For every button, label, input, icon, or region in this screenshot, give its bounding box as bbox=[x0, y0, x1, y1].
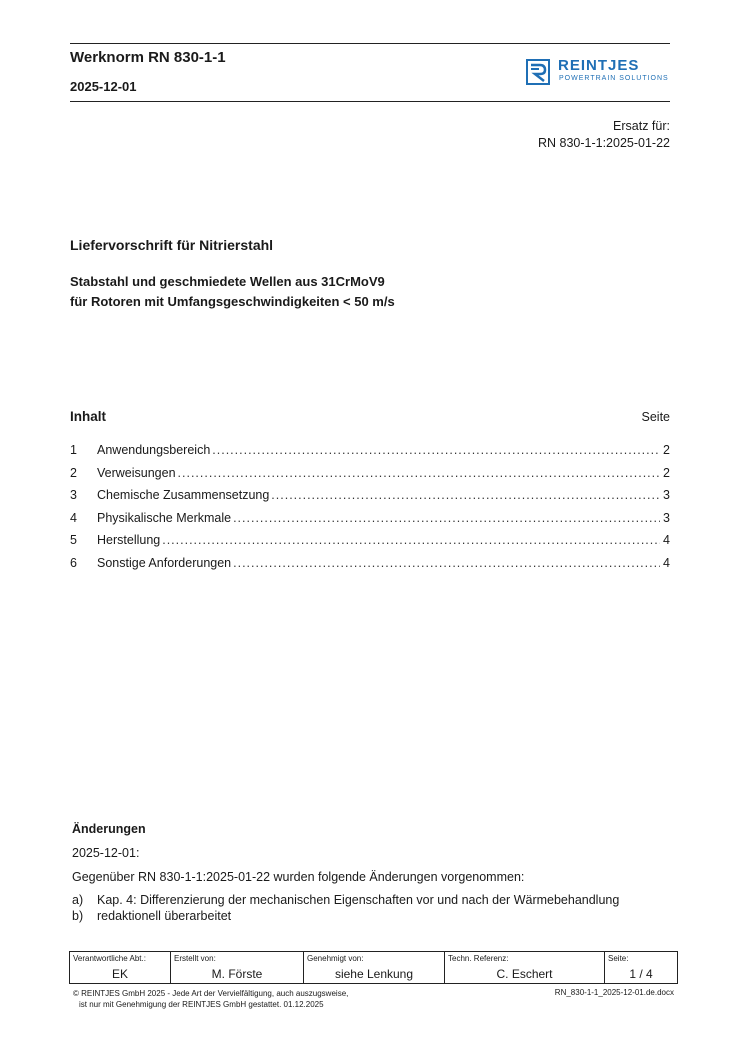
changes-intro: Gegenüber RN 830-1-1:2025-01-22 wurden folgende Änderungen vorgenommen: bbox=[72, 870, 525, 884]
footer-cell-value: EK bbox=[111, 967, 128, 981]
toc-entry-number: 2 bbox=[70, 465, 77, 480]
copyright-notice bbox=[73, 988, 348, 1010]
footer-info-table bbox=[69, 951, 678, 984]
logo-name: REINTJES bbox=[558, 57, 640, 74]
toc-entry-title[interactable]: Herstellung bbox=[97, 533, 161, 548]
changes-heading: Änderungen bbox=[72, 822, 146, 836]
toc-entry-page: 2 bbox=[663, 465, 670, 480]
toc-entry[interactable] bbox=[70, 556, 670, 579]
copyright-line-1: © REINTJES GmbH 2025 - Jede Art der Vervielfältigung, auch auszugsweise, bbox=[73, 989, 349, 998]
footer-cell-value: M. Förste bbox=[211, 967, 263, 981]
toc-entry-page: 3 bbox=[663, 488, 670, 503]
replacement-label: Ersatz für: bbox=[613, 119, 670, 133]
toc-entry[interactable] bbox=[70, 511, 670, 534]
list-item-text: redaktionell überarbeitet bbox=[97, 909, 232, 923]
toc-entry[interactable] bbox=[70, 443, 670, 466]
list-item-text: Kap. 4: Differenzierung der mechanischen Eigenschaften vor und nach der Wärmebehandlung bbox=[97, 893, 620, 907]
footer-cell-label: Seite: bbox=[608, 954, 629, 963]
list-item-letter: b) bbox=[72, 909, 84, 923]
toc-entry-number: 6 bbox=[70, 555, 77, 570]
footer-cell-department bbox=[70, 952, 171, 983]
footer-cell-label: Erstellt von: bbox=[174, 954, 216, 963]
document-filename: RN_830-1-1_2025-12-01.de.docx bbox=[554, 988, 674, 997]
table-of-contents bbox=[70, 443, 670, 579]
toc-entry-page: 2 bbox=[663, 443, 670, 457]
changes-list bbox=[72, 893, 619, 925]
toc-entry-number: 1 bbox=[70, 443, 77, 457]
subtitle-line-2: für Rotoren mit Umfangsgeschwindigkeiten < 50 m/s bbox=[70, 294, 395, 309]
header-bottom-rule bbox=[70, 101, 670, 102]
toc-entry-page: 3 bbox=[663, 510, 670, 525]
toc-entry-title[interactable]: Chemische Zusammensetzung bbox=[97, 488, 270, 503]
footer-cell-label: Genehmigt von: bbox=[307, 954, 364, 963]
replacement-reference: RN 830-1-1:2025-01-22 bbox=[537, 136, 670, 150]
footer-cell-page bbox=[605, 952, 677, 983]
list-item bbox=[72, 909, 619, 925]
toc-entry-number: 5 bbox=[70, 533, 77, 548]
footer-cell-tech-reference bbox=[445, 952, 605, 983]
footer-cell-approved-by bbox=[304, 952, 445, 983]
toc-entry[interactable] bbox=[70, 466, 670, 489]
toc-entry[interactable] bbox=[70, 488, 670, 511]
toc-leader-dots bbox=[233, 511, 660, 525]
toc-entry-page: 4 bbox=[663, 555, 670, 570]
footer-cell-label: Techn. Referenz: bbox=[448, 954, 509, 963]
toc-entry-title[interactable]: Anwendungsbereich bbox=[97, 443, 211, 457]
document-date: 2025-12-01 bbox=[70, 79, 137, 94]
toc-leader-dots bbox=[162, 533, 660, 547]
toc-leader-dots bbox=[212, 443, 660, 457]
footer-cell-value: 1 / 4 bbox=[629, 967, 653, 981]
reintjes-logo-icon bbox=[526, 59, 550, 85]
logo-tagline: POWERTRAIN SOLUTIONS bbox=[559, 75, 669, 82]
toc-entry-number: 3 bbox=[70, 488, 77, 503]
document-title: Werknorm RN 830-1-1 bbox=[70, 49, 226, 66]
list-item-letter: a) bbox=[72, 893, 84, 907]
toc-entry-title[interactable]: Verweisungen bbox=[97, 465, 176, 480]
subtitle-line-1: Stabstahl und geschmiedete Wellen aus 31CrMoV9 bbox=[70, 274, 385, 289]
toc-heading: Inhalt bbox=[70, 409, 106, 424]
changes-date: 2025-12-01: bbox=[72, 846, 140, 860]
toc-entry-page: 4 bbox=[663, 533, 670, 548]
toc-page-label: Seite bbox=[641, 410, 670, 424]
toc-entry-title[interactable]: Sonstige Anforderungen bbox=[97, 555, 232, 570]
footer-cell-value: C. Eschert bbox=[496, 967, 553, 981]
footer-cell-created-by bbox=[171, 952, 304, 983]
toc-leader-dots bbox=[233, 556, 660, 570]
main-title: Liefervorschrift für Nitrierstahl bbox=[70, 237, 274, 253]
toc-leader-dots bbox=[271, 488, 660, 502]
footer-cell-label: Verantwortliche Abt.: bbox=[73, 954, 146, 963]
copyright-line-2: ist nur mit Genehmigung der REINTJES GmbH gestattet. 01.12.2025 bbox=[79, 1000, 324, 1009]
toc-entry-title[interactable]: Physikalische Merkmale bbox=[97, 510, 232, 525]
header-top-rule bbox=[70, 43, 670, 44]
footer-cell-value: siehe Lenkung bbox=[334, 967, 414, 981]
list-item bbox=[72, 893, 619, 909]
toc-leader-dots bbox=[178, 466, 661, 480]
toc-entry[interactable] bbox=[70, 533, 670, 556]
toc-entry-number: 4 bbox=[70, 510, 77, 525]
